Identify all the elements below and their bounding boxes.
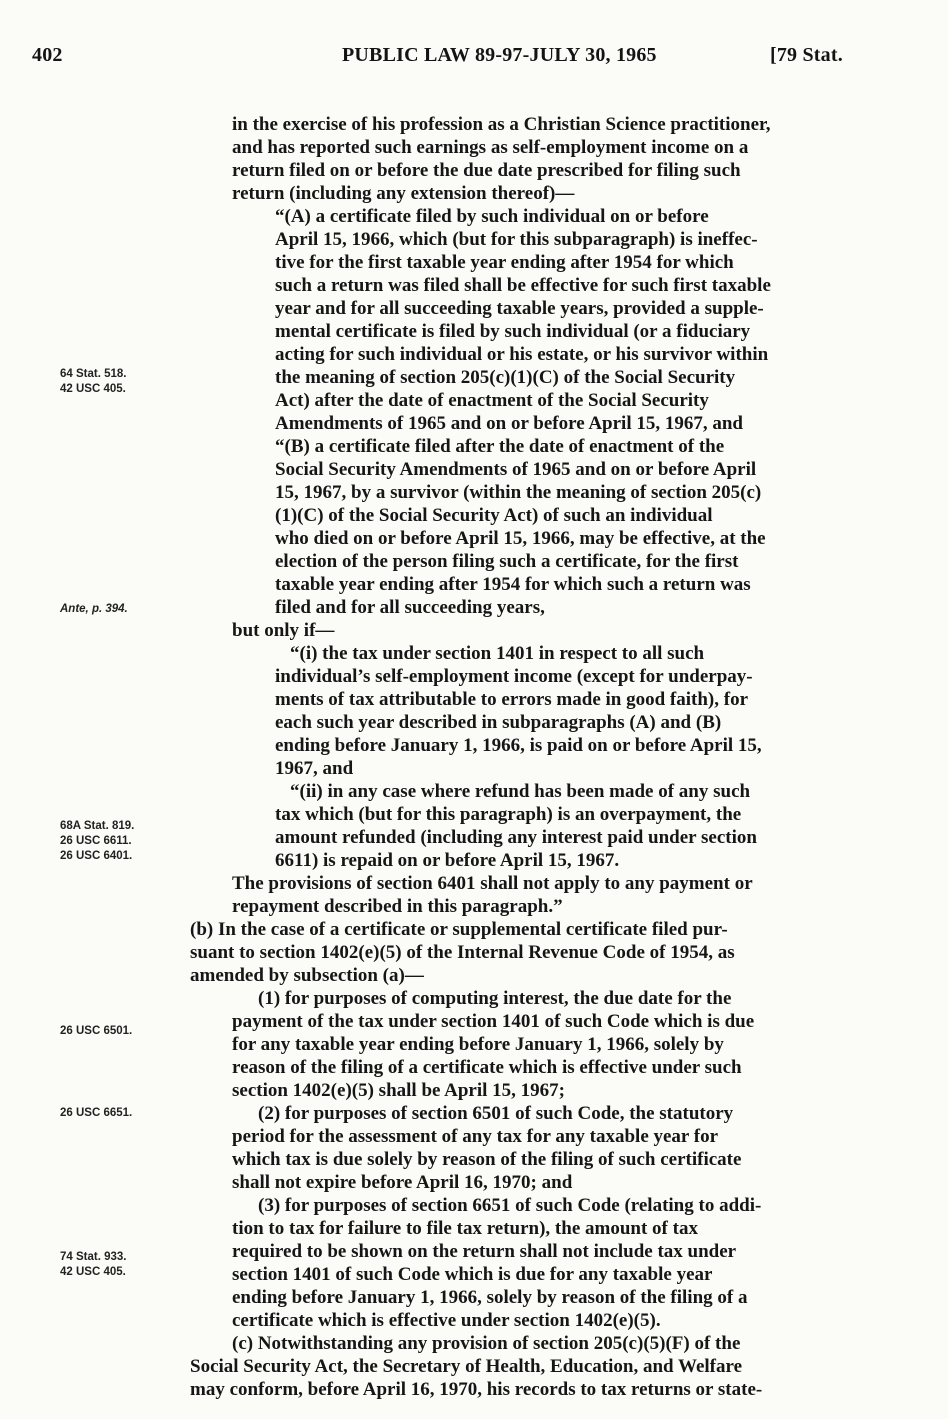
text-line: certificate which is effective under section 1402(e)(5).: [232, 1310, 661, 1331]
text-line: mental certificate is filed by such individual (or a fiduciary: [275, 321, 751, 342]
text-line: ments of tax attributable to errors made in good faith), for: [275, 689, 748, 710]
margin-note-citation: [60, 1106, 132, 1121]
margin-note-line: 26 USC 6501.: [60, 1025, 133, 1037]
text-line: 6611) is repaid on or before April 15, 1967.: [275, 850, 620, 871]
text-line: who died on or before April 15, 1966, may be effective, at the: [275, 528, 766, 549]
text-line: amended by subsection (a)—: [190, 965, 424, 986]
text-line: shall not expire before April 16, 1970; and: [232, 1172, 573, 1193]
text-line: The provisions of section 6401 shall not apply to any payment or: [232, 873, 753, 894]
margin-note-citation: [60, 367, 126, 397]
margin-note-line: 68A Stat. 819.: [60, 820, 135, 832]
page-number: 402: [32, 44, 63, 66]
text-line: the meaning of section 205(c)(1)(C) of the Social Security: [275, 367, 736, 388]
margin-note-line: 64 Stat. 518.: [60, 368, 127, 380]
text-line: (1) for purposes of computing interest, the due date for the: [258, 988, 732, 1009]
text-line: repayment described in this paragraph.”: [232, 896, 563, 917]
text-line: section 1402(e)(5) shall be April 15, 1967;: [232, 1080, 566, 1101]
text-line: year and for all succeeding taxable years, provided a supple-: [275, 298, 764, 319]
page-title: PUBLIC LAW 89-97-JULY 30, 1965: [342, 44, 657, 66]
text-line: tive for the first taxable year ending after 1954 for which: [275, 252, 734, 273]
text-line: may conform, before April 16, 1970, his records to tax returns or state-: [190, 1379, 763, 1400]
text-line: suant to section 1402(e)(5) of the Internal Revenue Code of 1954, as: [190, 942, 735, 963]
text-line: (3) for purposes of section 6651 of such Code (relating to addi-: [258, 1195, 762, 1216]
text-line: tax which (but for this paragraph) is an overpayment, the: [275, 804, 742, 825]
margin-note-line: Ante, p. 394.: [60, 603, 128, 615]
text-line: April 15, 1966, which (but for this subparagraph) is ineffec-: [275, 229, 758, 250]
text-line: “(A) a certificate filed by such individual on or before: [275, 206, 709, 227]
text-line: taxable year ending after 1954 for which such a return was: [275, 574, 751, 595]
text-line: 15, 1967, by a survivor (within the meaning of section 205(c): [275, 482, 762, 503]
text-line: return (including any extension thereof)—: [232, 183, 575, 204]
text-line: Social Security Amendments of 1965 and on or before April: [275, 459, 757, 480]
text-line: acting for such individual or his estate, or his survivor within: [275, 344, 769, 365]
text-line: required to be shown on the return shall not include tax under: [232, 1241, 737, 1262]
text-line: but only if—: [232, 620, 335, 641]
text-line: “(ii) in any case where refund has been made of any such: [290, 781, 751, 802]
margin-note-line: 42 USC 405.: [60, 1266, 126, 1278]
text-line: which tax is due solely by reason of the filing of such certificate: [232, 1149, 742, 1170]
text-line: Social Security Act, the Secretary of Health, Education, and Welfare: [190, 1356, 743, 1377]
margin-note-line: 74 Stat. 933.: [60, 1251, 127, 1263]
margin-note-line: 26 USC 6401.: [60, 850, 133, 862]
volume-reference: [79 Stat.: [770, 44, 843, 66]
text-line: “(B) a certificate filed after the date of enactment of the: [275, 436, 725, 457]
text-line: ending before January 1, 1966, is paid on or before April 15,: [275, 735, 762, 756]
text-line: election of the person filing such a certificate, for the first: [275, 551, 739, 572]
margin-note-line: 42 USC 405.: [60, 383, 126, 395]
text-line: payment of the tax under section 1401 of such Code which is due: [232, 1011, 755, 1032]
text-line: reason of the filing of a certificate which is effective under such: [232, 1057, 742, 1078]
text-line: 1967, and: [275, 758, 354, 779]
text-line: (1)(C) of the Social Security Act) of such an individual: [275, 505, 713, 526]
text-line: (b) In the case of a certificate or supplemental certificate filed pur-: [190, 919, 728, 940]
margin-note-citation: [60, 819, 134, 864]
text-line: for any taxable year ending before January 1, 1966, solely by: [232, 1034, 724, 1055]
text-line: tion to tax for failure to file tax return), the amount of tax: [232, 1218, 698, 1239]
text-line: individual’s self-employment income (except for underpay-: [275, 666, 753, 687]
margin-note-citation: [60, 602, 128, 617]
margin-note-citation: [60, 1024, 132, 1039]
text-line: Amendments of 1965 and on or before April 15, 1967, and: [275, 413, 743, 434]
margin-note-citation: [60, 1250, 126, 1280]
text-line: filed and for all succeeding years,: [275, 597, 545, 618]
text-line: “(i) the tax under section 1401 in respect to all such: [290, 643, 705, 664]
text-line: in the exercise of his profession as a Christian Science practitioner,: [232, 114, 771, 135]
margin-note-line: 26 USC 6651.: [60, 1107, 133, 1119]
text-line: each such year described in subparagraphs (A) and (B): [275, 712, 722, 733]
text-line: amount refunded (including any interest paid under section: [275, 827, 757, 848]
text-line: (2) for purposes of section 6501 of such Code, the statutory: [258, 1103, 734, 1124]
margin-note-line: 26 USC 6611.: [60, 835, 132, 847]
text-line: ending before January 1, 1966, solely by reason of the filing of a: [232, 1287, 748, 1308]
text-line: period for the assessment of any tax for any taxable year for: [232, 1126, 719, 1147]
text-line: Act) after the date of enactment of the Social Security: [275, 390, 709, 411]
text-line: such a return was filed shall be effective for such first taxable: [275, 275, 771, 296]
text-line: section 1401 of such Code which is due for any taxable year: [232, 1264, 713, 1285]
text-line: and has reported such earnings as self-employment income on a: [232, 137, 749, 158]
text-line: (c) Notwithstanding any provision of section 205(c)(5)(F) of the: [232, 1333, 741, 1354]
text-line: return filed on or before the due date prescribed for filing such: [232, 160, 741, 181]
